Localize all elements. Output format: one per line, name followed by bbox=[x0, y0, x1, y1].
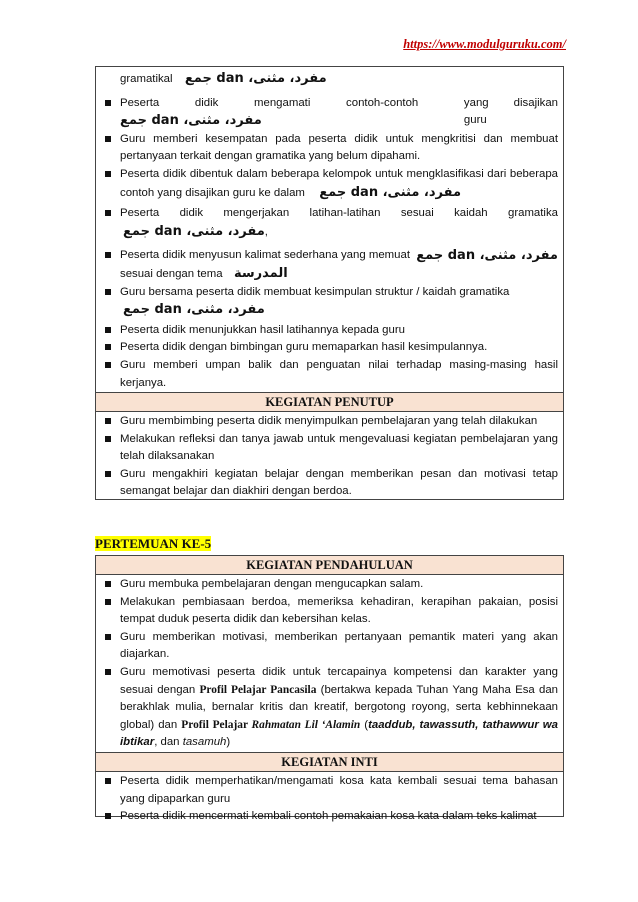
list-item: Peserta didik menunjukkan hasil latihannya kepada guru bbox=[103, 322, 558, 340]
arabic-forms: مفرد، مثنى، dan جمع bbox=[123, 302, 265, 318]
list-item: Peserta didik mengerjakan latihan-latihan sesuai kaidah gramatika مفرد، مثنى، dan جمع, bbox=[103, 205, 558, 241]
activity-table-continued bbox=[95, 66, 564, 500]
list-item: Peserta didik dengan bimbingan guru memaparkan hasil kesimpulannya. bbox=[103, 339, 558, 357]
list-item: Guru memberikan motivasi, memberikan pertanyaan pemantik materi yang akan diajarkan. bbox=[103, 629, 558, 664]
activity-table-pertemuan-5 bbox=[95, 555, 564, 823]
list-item: Peserta didik menyusun kalimat sederhana yang memuat مفرد، مثنى، dan جمع sesuai dengan tema المدرسة bbox=[103, 247, 558, 283]
penutup-section bbox=[96, 413, 563, 501]
arabic-forms: مفرد، مثنى، dan جمع bbox=[319, 184, 462, 200]
list-item: Guru memberi kesempatan pada peserta didik untuk mengkritisi dan membuat pertanyaan terkait dengan gramatika yang belum dipahami. bbox=[103, 131, 558, 166]
list-item: Peserta didik memperhatikan/mengamati kosa kata kembali sesuai tema bahasan yang dipaparkan guru bbox=[103, 773, 558, 808]
arabic-madrasah: المدرسة bbox=[233, 265, 288, 281]
section-title-inti: KEGIATAN INTI bbox=[96, 752, 563, 772]
arabic-forms: مفرد، مثنى، dan جمع bbox=[123, 223, 265, 239]
list-item: Peserta didik mencermati kembali contoh pemakaian kosa kata dalam teks kalimat bbox=[103, 808, 558, 826]
list-item: Guru membimbing peserta didik menyimpulkan pembelajaran yang telah dilakukan bbox=[103, 413, 558, 431]
list-item: Peserta didik dibentuk dalam beberapa kelompok untuk mengklasifikasi dari beberapa contoh yang disajikan guru ke dalam مفرد، مثنى، dan جمع bbox=[103, 166, 558, 202]
pertemuan-title: PERTEMUAN KE-5 bbox=[95, 536, 212, 551]
arabic-forms: مفرد، مثنى، dan جمع bbox=[120, 113, 262, 129]
profil-pelajar-rahmatan: Profil Pelajar bbox=[181, 718, 252, 731]
list-item: Peserta didik mengamati contoh-contoh مفرد، مثنى، dan جمع yang disajikan guru bbox=[103, 95, 558, 131]
list-item: Melakukan pembiasaan berdoa, memeriksa kehadiran, kerapihan pakaian, posisi tempat duduk peserta didik dan kebersihan kelas. bbox=[103, 594, 558, 629]
list-item-continued: gramatikal مفرد، مثنى، dan جمع bbox=[120, 71, 327, 86]
profil-pelajar-pancasila: Profil Pelajar Pancasila bbox=[199, 683, 317, 696]
arabic-forms: مفرد، مثنى، dan جمع bbox=[184, 71, 327, 86]
list-item: Melakukan refleksi dan tanya jawab untuk mengevaluasi kegiatan pembelajaran yang telah dilaksanakan bbox=[103, 431, 558, 466]
inti-continued-section bbox=[96, 67, 563, 392]
section-title-pendahuluan: KEGIATAN PENDAHULUAN bbox=[96, 556, 563, 575]
list-item: Guru memotivasi peserta didik untuk tercapainya kompetensi dan karakter yang sesuai dengan Profil Pelajar Pancasila (bertakwa kepada Tuhan Yang Maha Esa dan berakhlak mulia, bernalar kritis dan kreatif, bergotong royong, serta kebhinnekaan global) dan Profil Pelajar Rahmatan Lil ‘Alamin (taaddub, tawassuth, tathawwur wa ibtikar, dan tasamuh) bbox=[103, 664, 558, 752]
list-item: Guru bersama peserta didik membuat kesimpulan struktur / kaidah gramatika مفرد، مثنى، dan جمع bbox=[103, 284, 558, 320]
section-title-penutup: KEGIATAN PENUTUP bbox=[96, 392, 563, 412]
list-item: Guru mengakhiri kegiatan belajar dengan memberikan pesan dan motivasi tetap semangat belajar dan diakhiri dengan berdoa. bbox=[103, 466, 558, 501]
pendahuluan-section bbox=[96, 576, 563, 752]
inti-section bbox=[96, 773, 563, 826]
list-item: Guru membuka pembelajaran dengan mengucapkan salam. bbox=[103, 576, 558, 594]
header-url[interactable]: https://www.modulguruku.com/ bbox=[403, 37, 566, 51]
arabic-forms: مفرد، مثنى، dan جمع bbox=[416, 248, 558, 264]
list-item: Guru memberi umpan balik dan penguatan nilai terhadap masing-masing hasil kerjanya. bbox=[103, 357, 558, 392]
